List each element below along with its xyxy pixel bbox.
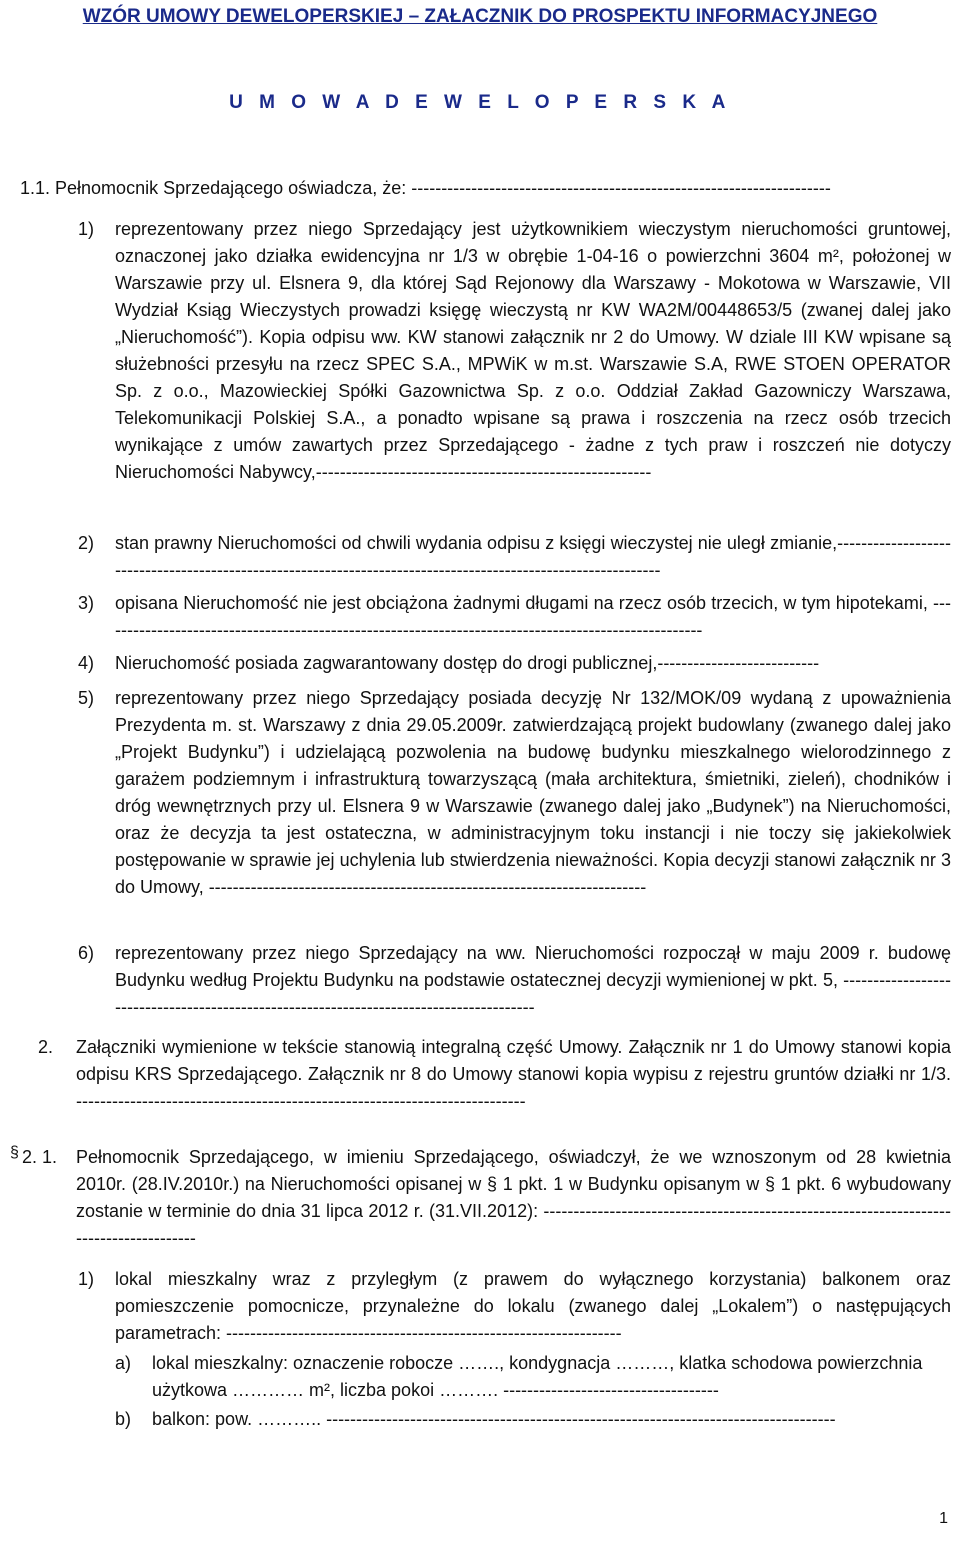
section-2-1-number: 2. 1. — [22, 1147, 58, 1167]
page-number: 1 — [939, 1510, 948, 1527]
subitem-b-text: balkon: pow. ……….. ------------------------------------------------------------------------------------- — [152, 1409, 836, 1429]
section-2-text: Załączniki wymienione w tekście stanowią integralną część Umowy. Załącznik nr 1 do Umowy stanowi kopia odpisu KRS Sprzedającego. Załącznik nr 8 do Umowy stanowi kopia wypisu z rejestru gruntów działki nr 1/3. --------------------------------------------------------------------------- — [76, 1037, 951, 1111]
item-6-text: reprezentowany przez niego Sprzedający na ww. Nieruchomości rozpoczął w maju 2009 r. budowę Budynku według Projektu Budynku na podstawie ostatecznej decyzji wymienionej w pkt. 5, ---------------------------------------------------------------------------------------- — [115, 943, 951, 1017]
section-2-number: 2. — [38, 1037, 54, 1057]
document-subtitle: U M O W A D E W E L O P E R S K A — [229, 92, 731, 113]
item-6-number: 6) — [78, 943, 95, 963]
item-4-text: Nieruchomość posiada zagwarantowany dostęp do drogi publicznej,--------------------------- — [115, 653, 820, 673]
subitem-a-text: lokal mieszkalny: oznaczenie robocze ……., kondygnacja ………, klatka schodowa powierzchnia użytkowa ………… m², liczba pokoi ………. ------------------------------------ — [152, 1353, 923, 1400]
section-bullet-icon: § — [10, 1144, 19, 1161]
item-5-number: 5) — [78, 688, 95, 708]
subitem-1-number: 1) — [78, 1269, 95, 1289]
item-4-number: 4) — [78, 653, 95, 673]
item-3-text: opisana Nieruchomość nie jest obciążona żadnymi długami na rzecz osób trzecich, w tym hipotekami, ----------------------------------------------------------------------------------------------------- — [115, 593, 951, 640]
item-3-number: 3) — [78, 593, 95, 613]
item-1-number: 1) — [78, 219, 95, 239]
item-2-text: stan prawny Nieruchomości od chwili wydania odpisu z księgi wieczystej nie uległ zmianie,-------------------------------------------------------------------------------------------------------------- — [115, 533, 951, 580]
subitem-b-number: b) — [115, 1409, 132, 1429]
item-1-text: reprezentowany przez niego Sprzedający jest użytkownikiem wieczystym nieruchomości gruntowej, oznaczonej jako działka ewidencyjna nr 1/3 w obrębie 1-04-16 o powierzchni 3604 m², położonej w Warszawie przy ul. Elsnera 9, dla której Sąd Rejonowy dla Warszawy - Mokotowa w Warszawie, VII Wydział Ksiąg Wieczystych prowadzi księgę wieczystą nr KW WA2M/00448653/5 (zwanej dalej jako „Nieruchomość”). Kopia odpisu ww. KW stanowi załącznik nr 2 do Umowy. W dziale III KW wpisane są służebności przesyłu na rzecz SPEC S.A., MPWiK w m.st. Warszawie S.A, RWE STOEN OPERATOR Sp. z o.o., Mazowieckiej Spółki Gazownictwa Sp. z o.o. Oddział Zakład Gazowniczy Warszawa, Telekomunikacji Polskiej S.A., a ponadto wpisane są prawa i roszczenia na rzecz osób trzecich wynikające z umów zawartych przez Sprzedającego - żadne z tych praw i roszczeń nie dotyczy Nieruchomości Nabywcy,-------------------------------------------------------- — [115, 219, 951, 482]
item-2-number: 2) — [78, 533, 95, 553]
document-title: WZÓR UMOWY DEWELOPERSKIEJ – ZAŁACZNIK DO PROSPEKTU INFORMACYJNEGO — [82, 6, 878, 27]
item-5-text: reprezentowany przez niego Sprzedający posiada decyzję Nr 132/MOK/09 wydaną z upoważnienia Prezydenta m. st. Warszawy z dnia 29.05.2009r. zatwierdzającą projekt budowlany (zwanego dalej jako „Projekt Budynku”) i udzielającą pozwolenia na budowę budynku mieszkalnego wielorodzinnego z garażem podziemnym i infrastrukturą towarzyszącą (mała architektura, śmietniki, zieleń), chodników i dróg wewnętrznych przy ul. Elsnera 9 w Warszawie (zwanego dalej jako „Budynek”) na Nieruchomości, oraz że decyzja ta jest ostateczna, w administracyjnym toku instancji i nie toczy się jakiekolwiek postępowanie w sprawie jej uchylenia lub stwierdzenia nieważności. Kopia decyzji stanowi załącznik nr 3 do Umowy, ------------------------------------------------------------------------- — [115, 688, 951, 897]
section-2-1-text: Pełnomocnik Sprzedającego, w imieniu Sprzedającego, oświadczył, że we wznoszonym od 28 kwietnia 2010r. (28.IV.2010r.) na Nieruchomości opisanej w § 1 pkt. 1 w Budynku opisanym w § 1 pkt. 6 wybudowany zostanie w terminie do dnia 31 lipca 2012 r. (31.VII.2012): ---------------------------------------------------------------------------------------- — [76, 1147, 951, 1248]
subitem-a-number: a) — [115, 1353, 132, 1373]
subitem-1-text: lokal mieszkalny wraz z przyległym (z prawem do wyłącznego korzystania) balkonem oraz pomieszczenie pomocnicze, przynależne do lokalu (zwanego dalej „Lokalem”) o następujących parametrach: ------------------------------------------------------------------ — [115, 1269, 951, 1343]
section-1-1-intro: 1.1. Pełnomocnik Sprzedającego oświadcza, że: ---------------------------------------------------------------------- — [20, 178, 831, 198]
